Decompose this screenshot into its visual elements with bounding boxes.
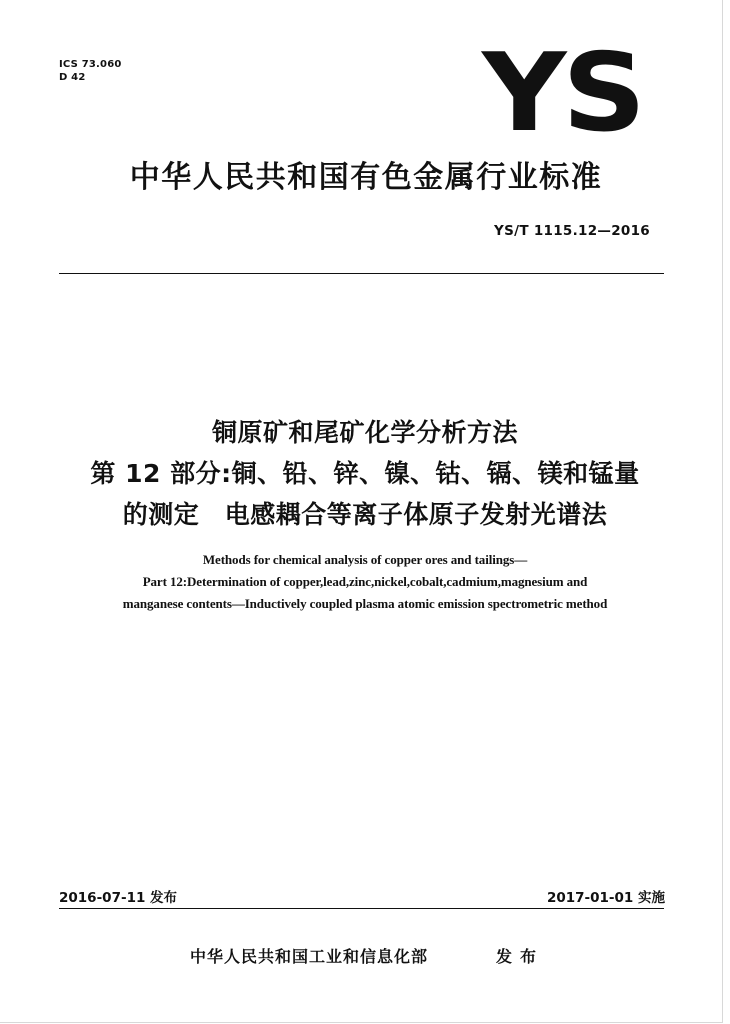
chinese-title-line-2: 第 12 部分:铜、铅、锌、镍、钴、镉、镁和锰量 <box>90 459 640 488</box>
english-title-line-1: Methods for chemical analysis of copper ores and tailings— <box>202 552 528 567</box>
footer-divider <box>59 908 664 909</box>
english-title-line-3: manganese contents—Inductively coupled plasma atomic emission spectrometric method <box>122 596 608 611</box>
ics-code: ICS 73.060 <box>59 59 122 70</box>
chinese-title-line-3: 的测定 电感耦合等离子体原子发射光谱法 <box>122 500 608 529</box>
ys-logo: YS <box>482 31 642 156</box>
english-title-line-2: Part 12:Determination of copper,lead,zinc,nickel,cobalt,cadmium,magnesium and <box>142 574 588 589</box>
issuing-authority: 中华人民共和国工业和信息化部 <box>190 947 429 966</box>
standard-category-title: 中华人民共和国有色金属行业标准 <box>129 160 603 195</box>
chinese-title-line-1: 铜原矿和尾矿化学分析方法 <box>211 418 518 447</box>
english-title <box>40 549 690 615</box>
implementation-date: 2017-01-01 实施 <box>546 890 665 906</box>
chinese-title <box>40 412 690 535</box>
publish-label: 发布 <box>496 947 545 966</box>
classification-code: D 42 <box>59 72 86 83</box>
issue-date: 2016-07-11 发布 <box>59 890 178 906</box>
header-divider <box>59 273 664 274</box>
standard-number: YS/T 1115.12—2016 <box>494 223 650 239</box>
